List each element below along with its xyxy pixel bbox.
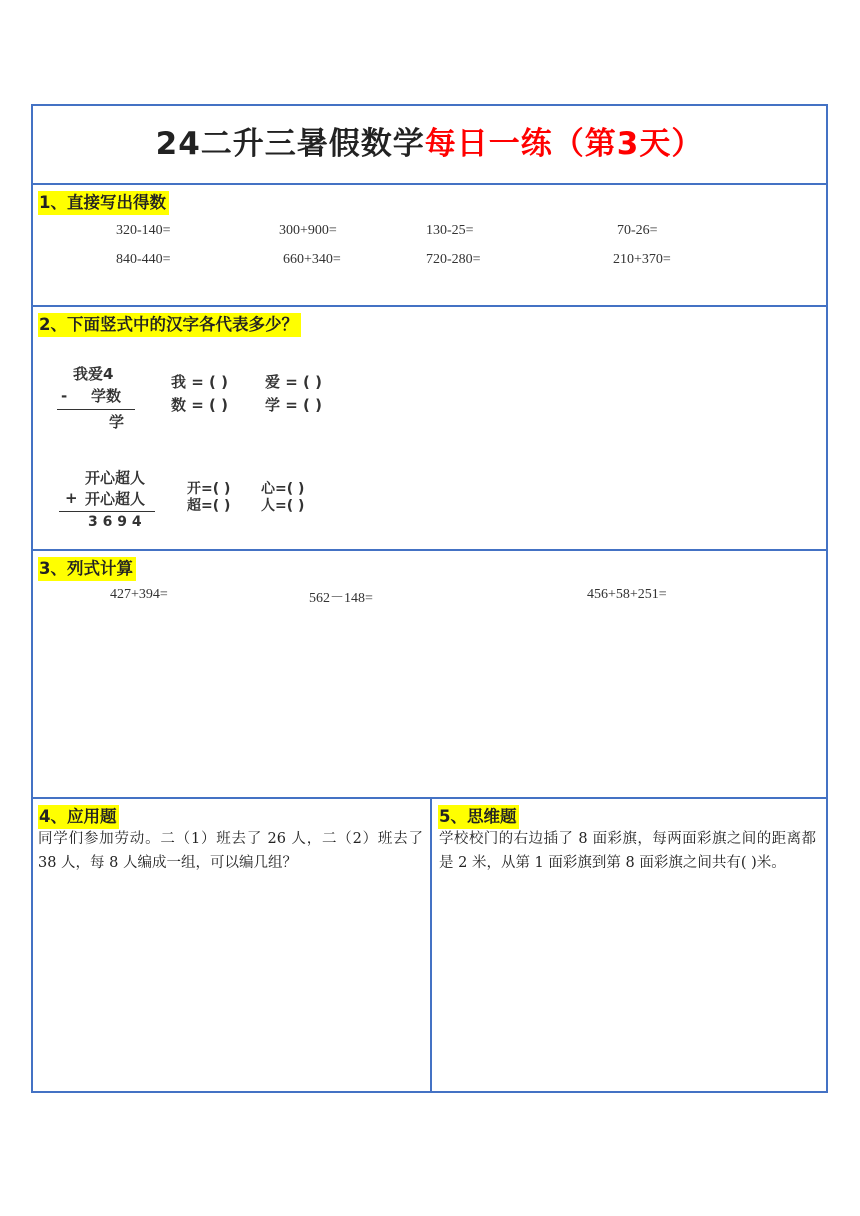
answer-blank: 超=( ) xyxy=(187,498,231,514)
answer-blank: 数 = ( ) xyxy=(171,396,228,414)
section-label: 2、下面竖式中的汉字各代表多少？ xyxy=(38,313,301,337)
expression: 427+394= xyxy=(110,587,168,602)
expression: 130-25= xyxy=(426,223,474,238)
sum: 3 6 9 4 xyxy=(88,514,142,530)
expression: 562－148= xyxy=(309,591,373,606)
answer-blank: 开=( ) xyxy=(187,481,231,497)
answer-blank: 我 = ( ) xyxy=(171,373,228,391)
addend: 开心超人 xyxy=(85,469,146,487)
expression: 300+900= xyxy=(279,223,337,238)
minuend: 我爱4 xyxy=(73,365,114,383)
plus-sign: + xyxy=(65,489,78,507)
expression: 456+58+251= xyxy=(587,587,667,602)
answer-blank: 学 = ( ) xyxy=(265,396,322,414)
page-title xyxy=(33,118,826,163)
expression: 210+370= xyxy=(613,252,671,267)
section-written-calc xyxy=(33,551,826,799)
addend: 开心超人 xyxy=(85,490,146,508)
subtrahend: 学数 xyxy=(91,387,122,405)
section-label: 3、列式计算 xyxy=(38,557,136,581)
minus-sign: - xyxy=(61,387,68,405)
answer-blank: 人=( ) xyxy=(261,498,305,514)
difference: 学 xyxy=(109,413,125,431)
expression: 70-26= xyxy=(617,223,658,238)
answer-blank: 心=( ) xyxy=(261,481,305,497)
column-divider xyxy=(430,799,432,1091)
title-row xyxy=(33,106,826,185)
section-word-problems xyxy=(33,799,826,1091)
section-mental-math xyxy=(33,185,826,307)
expression: 660+340= xyxy=(283,252,341,267)
expression: 840-440= xyxy=(116,252,171,267)
section-label: 4、应用题 xyxy=(38,805,119,829)
title-highlight: 每日一练（第3天） xyxy=(424,126,704,162)
worksheet xyxy=(31,104,828,1093)
section-label: 5、思维题 xyxy=(438,805,519,829)
problem-text: 学校校门的右边插了 8 面彩旗，每两面彩旗之间的距离都是 2 米，从第 1 面彩旗到第 8 面彩旗之间共有( )米。 xyxy=(439,831,816,871)
answer-blank: 爱 = ( ) xyxy=(265,373,322,391)
section-digit-puzzles xyxy=(33,307,826,551)
section-label: 1、直接写出得数 xyxy=(38,191,169,215)
problem-text: 同学们参加劳动。二（1）班去了 26 人，二（2）班去了 38 人，每 8 人编成一组，可以编几组？ xyxy=(38,831,423,871)
sum-line xyxy=(57,409,135,410)
expression: 320-140= xyxy=(116,223,171,238)
expression: 720-280= xyxy=(426,252,481,267)
title-main: 24二升三暑假数学 xyxy=(155,126,425,162)
sum-line xyxy=(59,511,155,512)
